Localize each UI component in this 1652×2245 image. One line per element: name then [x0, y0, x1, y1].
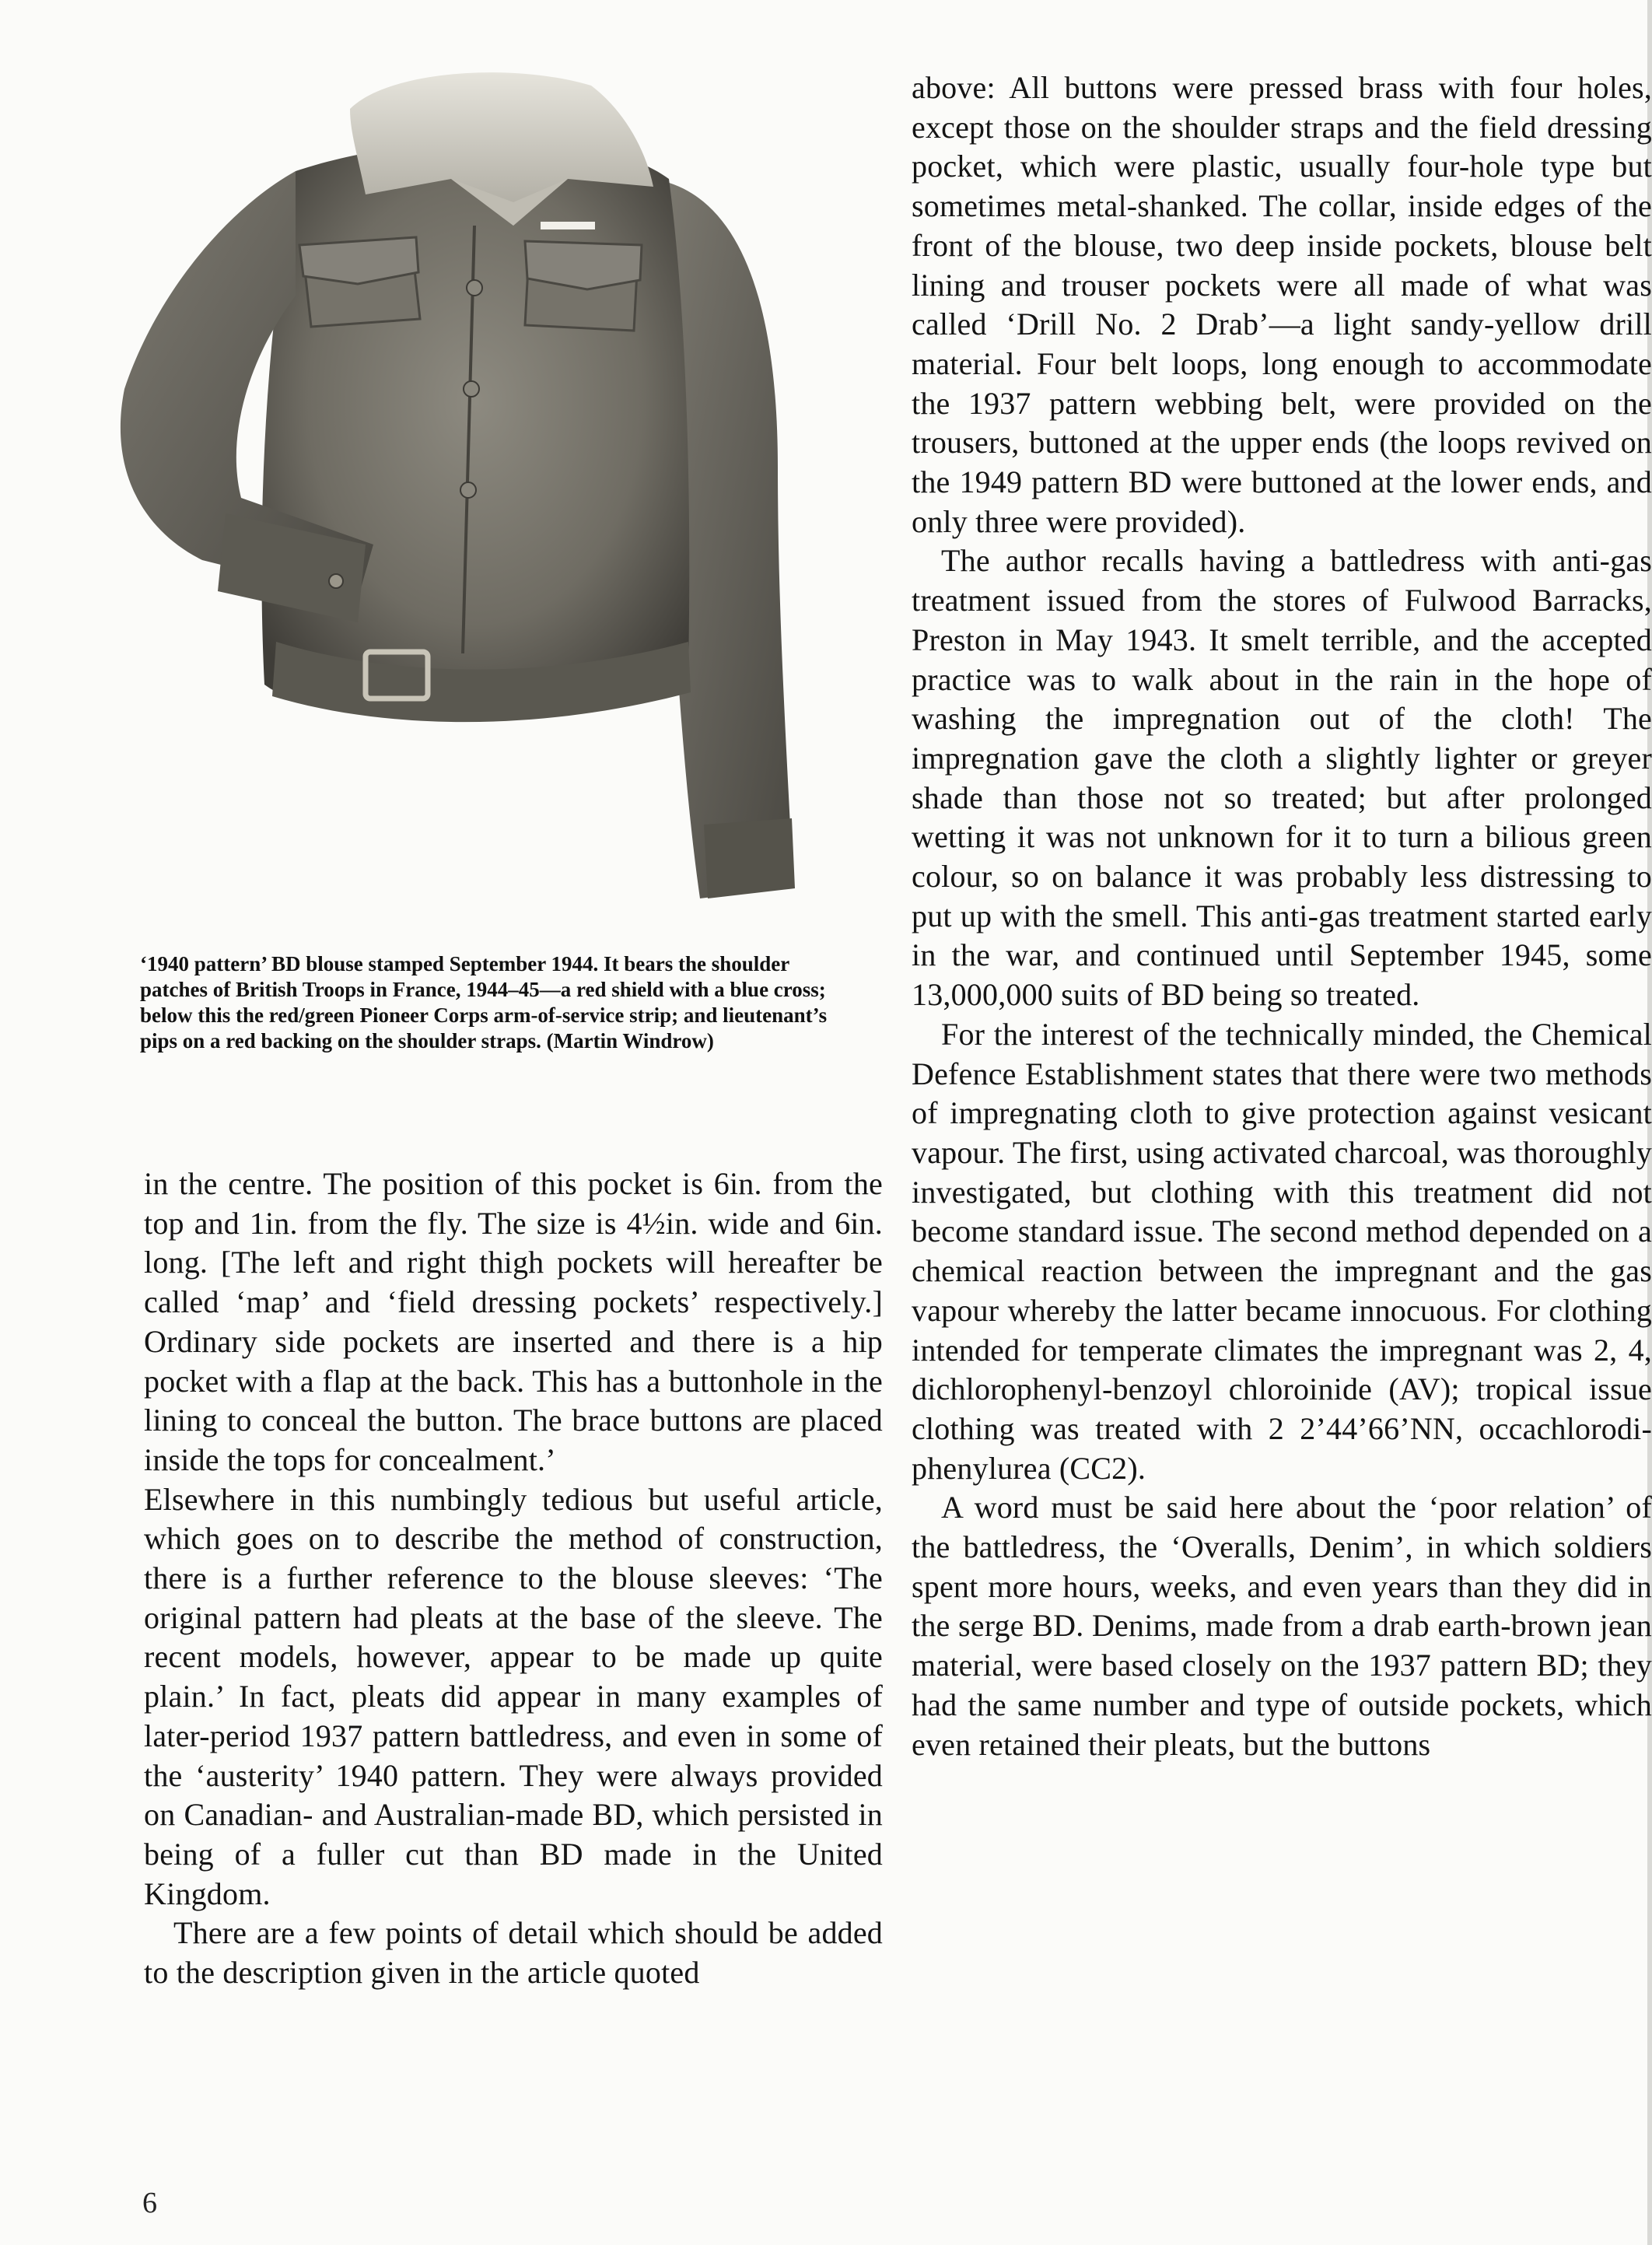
caption-text: ‘1940 pattern’ BD blouse stamped September 1944. It bears the shoulder patches of British Troops in France, 1944–45—a red shield with a blue cross; below this the red/green Pioneer Corps arm-of-service strip; and lieutenant’s pips on a red backing on the shoulder straps. (Martin Windrow) [140, 952, 828, 1052]
jacket-illustration [109, 62, 887, 918]
left-paragraph-1: in the centre. The position of this pocket is 6in. from the top and 1in. from the fly. The size is 4½in. wide and 6in. long. [The left and right thigh pockets will hereafter be called ‘map’ and ‘field dressing pockets’ respectively.] Ordinary side pockets are inserted and there is a hip pocket with a flap at the back. This has a buttonhole in the lining to conceal the button. The brace buttons are placed inside the tops for concealment.’ [144, 1166, 883, 1477]
left-column [144, 1165, 883, 1993]
right-paragraph-2: The author recalls having a battledress with anti-gas treatment issued from the stores of Fulwood Barracks, Preston in May 1943. It smelt terrible, and the accepted practice was to walk about in the rain in the hope of washing the impregnation out of the cloth! The impregnation gave the cloth a slightly lighter or greyer shade than those not so treated; but after prolonged wetting it was not unknown for it to turn a bilious green colour, so on balance it was probably less distressing to put up with the smell. This anti-gas treatment started early in the war, and continued until September 1945, some 13,000,000 suits of BD being so treated. [912, 543, 1652, 1013]
right-column [912, 68, 1652, 1764]
front-button-1 [467, 280, 482, 296]
front-button-3 [460, 482, 476, 498]
page-number: 6 [142, 2187, 157, 2219]
right-paragraph-1: above: All buttons were pressed brass with four holes, except those on the shoulder straps and the field dressing pocket, which were plastic, usually four-hole type but sometimes metal-shanked. The collar, inside edges of the front of the blouse, two deep inside pockets, blouse belt lining and trouser pockets were all made of what was called ‘Drill No. 2 Drab’—a light sandy-yellow drill material. Four belt loops, long enough to accommodate the 1937 pattern webbing belt, were provided on the trousers, buttoned at the upper ends (the loops revived on the 1949 pattern BD were buttoned at the lower ends, and only three were provided). [912, 70, 1652, 539]
pocket-flap-right [525, 241, 642, 289]
left-paragraph-2: Elsewhere in this numbingly tedious but useful article, which goes on to describe the method of construction, there is a further reference to the blouse sleeves: ‘The original pattern had pleats at the base of the sleeve. The recent models, however, appear to be made up quite plain.’ In fact, pleats did appear in many examples of later-period 1937 pattern battledress, and even in some of the ‘austerity’ 1940 pattern. They were always provided on Canadian- and Australian-made BD, which persisted in being of a fuller cut than BD made in the United Kingdom. [144, 1481, 883, 1911]
left-paragraph-3: There are a few points of detail which should be added to the description given in the article quoted [144, 1915, 883, 1991]
jacket-photo [109, 62, 887, 918]
cuff-button [329, 574, 343, 588]
figure-caption [140, 951, 856, 1054]
front-button-2 [464, 381, 479, 397]
shoulder-strip [541, 222, 595, 229]
right-paragraph-3: For the interest of the technically minded, the Chemical Defence Establishment states that there were two methods of impregnating cloth to give protection against vesicant vapour. The first, using activated charcoal, was thoroughly investigated, but clothing with this treatment did not become standard issue. The second method depended on a chemical reaction between the impregnant and the gas vapour whereby the latter became innocuous. For clothing intended for temperate climates the impregnant was 2, 4, dichlorophenyl-benzoyl chloroinide (AV); tropical issue clothing was treated with 2 2’44’66’NN, occachlorodi-phenylurea (CC2). [912, 1016, 1652, 1486]
jacket-cuff-right [704, 818, 795, 898]
right-paragraph-4: A word must be said here about the ‘poor relation’ of the battledress, the ‘Overalls, Denim’, in which soldiers spent more hours, weeks, and even years than they did in the serge BD. Denims, made from a drab earth-brown jean material, were based closely on the 1937 pattern BD; they had the same number and type of outside pockets, which even retained their pleats, but the buttons [912, 1490, 1652, 1762]
